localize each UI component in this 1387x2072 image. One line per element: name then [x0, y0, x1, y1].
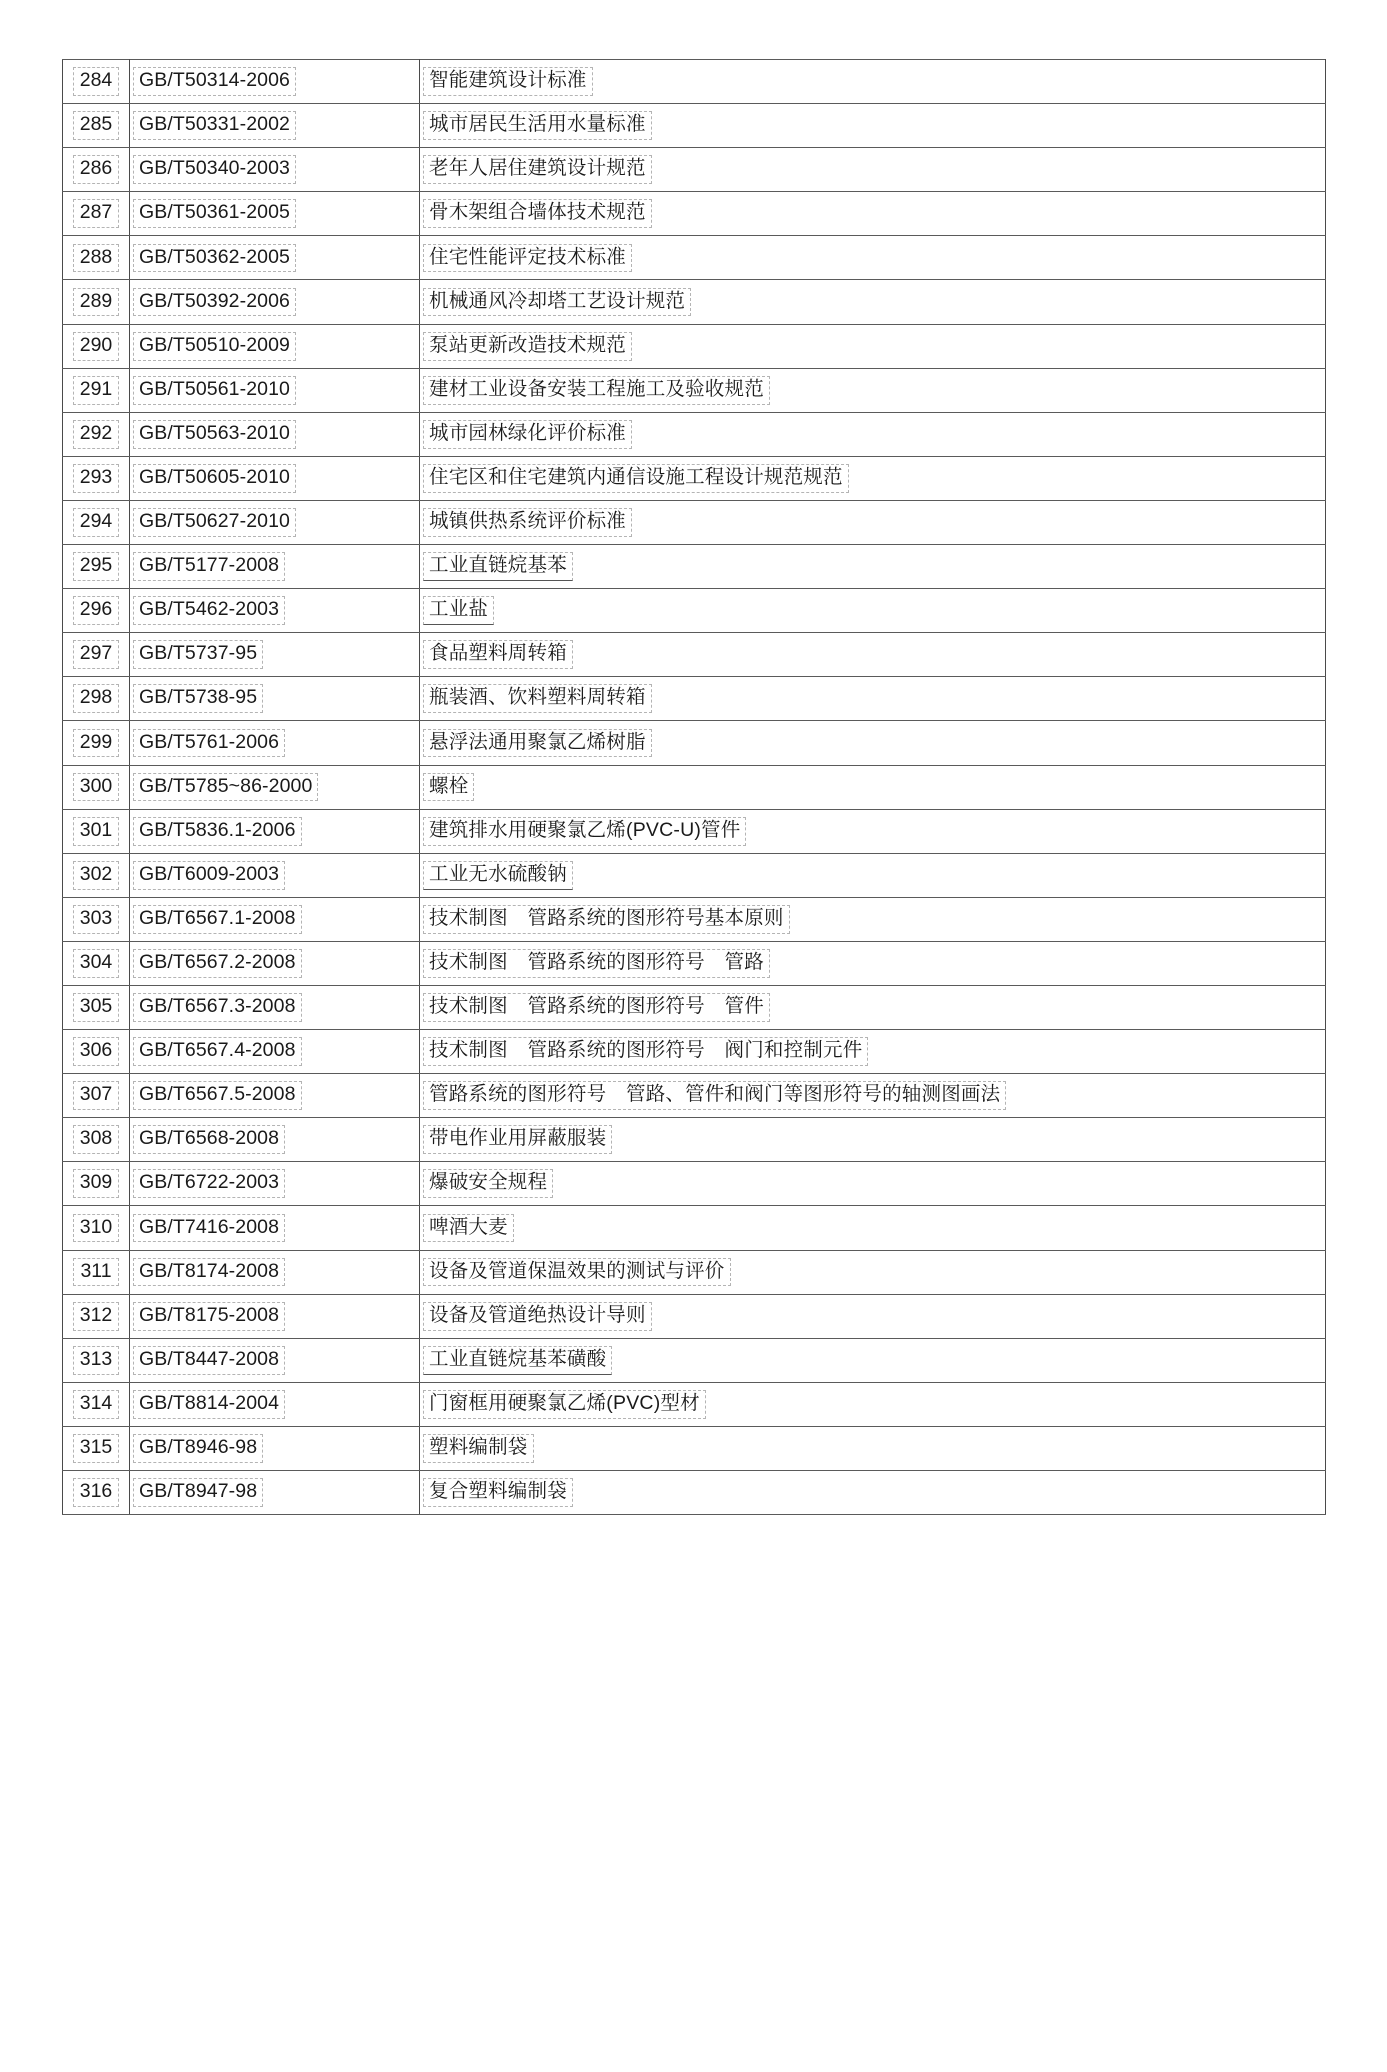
standard-code-cell — [130, 1426, 420, 1470]
standard-title-cell — [420, 1030, 1326, 1074]
row-index-text: 298 — [73, 684, 119, 713]
table-row — [63, 1118, 1326, 1162]
standard-code-cell — [130, 412, 420, 456]
row-index-text: 296 — [73, 596, 119, 625]
standard-title-text: 骨木架组合墙体技术规范 — [423, 199, 652, 228]
row-index-cell — [63, 368, 130, 412]
standard-code-text: GB/T5738-95 — [133, 684, 263, 713]
standard-code-cell — [130, 1382, 420, 1426]
standard-title-cell — [420, 1206, 1326, 1250]
standard-code-cell — [130, 1206, 420, 1250]
standard-title-cell — [420, 324, 1326, 368]
table-row — [63, 809, 1326, 853]
row-index-cell — [63, 1118, 130, 1162]
standard-title-cell — [420, 500, 1326, 544]
table-row — [63, 192, 1326, 236]
standard-code-cell — [130, 1294, 420, 1338]
standard-title-text: 技术制图 管路系统的图形符号基本原则 — [423, 905, 790, 934]
standard-title-text: 设备及管道绝热设计导则 — [423, 1302, 652, 1331]
table-row — [63, 589, 1326, 633]
standard-code-text: GB/T5462-2003 — [133, 596, 285, 625]
row-index-text: 302 — [73, 861, 119, 890]
standard-title-text: 智能建筑设计标准 — [423, 67, 593, 96]
standard-title-cell — [420, 280, 1326, 324]
standard-title-text: 工业盐 — [423, 596, 494, 625]
standards-table — [62, 59, 1326, 1515]
standard-code-cell — [130, 368, 420, 412]
row-index-text: 310 — [73, 1214, 119, 1243]
standard-title-text: 悬浮法通用聚氯乙烯树脂 — [423, 729, 652, 758]
standard-code-text: GB/T6567.3-2008 — [133, 993, 302, 1022]
standard-code-text: GB/T50392-2006 — [133, 288, 296, 317]
standard-title-text: 建筑排水用硬聚氯乙烯(PVC-U)管件 — [423, 817, 746, 846]
standard-code-cell — [130, 104, 420, 148]
standard-code-text: GB/T8174-2008 — [133, 1258, 285, 1287]
table-row — [63, 1294, 1326, 1338]
standard-code-text: GB/T50627-2010 — [133, 508, 296, 537]
row-index-text: 288 — [73, 244, 119, 273]
standard-code-cell — [130, 545, 420, 589]
standard-code-cell — [130, 1471, 420, 1515]
row-index-cell — [63, 853, 130, 897]
standard-title-text: 城市园林绿化评价标准 — [423, 420, 632, 449]
standard-title-cell — [420, 236, 1326, 280]
row-index-cell — [63, 721, 130, 765]
table-row — [63, 1250, 1326, 1294]
standard-title-text: 塑料编制袋 — [423, 1434, 534, 1463]
standard-code-text: GB/T6567.4-2008 — [133, 1037, 302, 1066]
standard-title-cell — [420, 104, 1326, 148]
standard-code-cell — [130, 1250, 420, 1294]
row-index-cell — [63, 809, 130, 853]
row-index-text: 305 — [73, 993, 119, 1022]
row-index-cell — [63, 985, 130, 1029]
standard-code-text: GB/T6567.2-2008 — [133, 949, 302, 978]
standard-code-cell — [130, 1338, 420, 1382]
standard-title-cell — [420, 985, 1326, 1029]
standard-title-text: 螺栓 — [423, 773, 474, 802]
standard-title-text: 技术制图 管路系统的图形符号 阀门和控制元件 — [423, 1037, 868, 1066]
row-index-cell — [63, 897, 130, 941]
table-row — [63, 324, 1326, 368]
row-index-text: 284 — [73, 67, 119, 96]
standard-title-cell — [420, 721, 1326, 765]
standard-code-text: GB/T50561-2010 — [133, 376, 296, 405]
table-row — [63, 721, 1326, 765]
row-index-text: 311 — [73, 1258, 119, 1287]
standard-title-text: 建材工业设备安装工程施工及验收规范 — [423, 376, 770, 405]
standard-code-cell — [130, 1030, 420, 1074]
table-row — [63, 236, 1326, 280]
row-index-cell — [63, 1250, 130, 1294]
standard-title-cell — [420, 192, 1326, 236]
standard-title-cell — [420, 633, 1326, 677]
row-index-text: 295 — [73, 552, 119, 581]
standard-code-cell — [130, 633, 420, 677]
row-index-cell — [63, 1162, 130, 1206]
standard-code-text: GB/T6567.1-2008 — [133, 905, 302, 934]
standard-code-text: GB/T6722-2003 — [133, 1169, 285, 1198]
table-row — [63, 1382, 1326, 1426]
table-row — [63, 985, 1326, 1029]
table-row — [63, 1074, 1326, 1118]
standard-code-text: GB/T6568-2008 — [133, 1125, 285, 1154]
standard-title-text: 设备及管道保温效果的测试与评价 — [423, 1258, 731, 1287]
standard-code-cell — [130, 941, 420, 985]
standard-title-cell — [420, 1338, 1326, 1382]
row-index-text: 292 — [73, 420, 119, 449]
row-index-cell — [63, 280, 130, 324]
row-index-cell — [63, 1206, 130, 1250]
row-index-cell — [63, 324, 130, 368]
standard-title-text: 工业直链烷基苯磺酸 — [423, 1346, 612, 1375]
row-index-text: 291 — [73, 376, 119, 405]
standard-code-text: GB/T7416-2008 — [133, 1214, 285, 1243]
standard-code-cell — [130, 148, 420, 192]
standard-title-cell — [420, 1471, 1326, 1515]
row-index-text: 287 — [73, 199, 119, 228]
standard-code-cell — [130, 1118, 420, 1162]
table-row — [63, 765, 1326, 809]
table-row — [63, 368, 1326, 412]
standard-code-text: GB/T5737-95 — [133, 640, 263, 669]
standard-code-text: GB/T5785~86-2000 — [133, 773, 318, 802]
standard-title-text: 住宅性能评定技术标准 — [423, 244, 632, 273]
row-index-text: 303 — [73, 905, 119, 934]
row-index-cell — [63, 1030, 130, 1074]
standard-code-text: GB/T8814-2004 — [133, 1390, 285, 1419]
table-row — [63, 60, 1326, 104]
row-index-text: 297 — [73, 640, 119, 669]
table-row — [63, 1162, 1326, 1206]
row-index-text: 289 — [73, 288, 119, 317]
table-row — [63, 677, 1326, 721]
row-index-text: 304 — [73, 949, 119, 978]
standard-title-cell — [420, 589, 1326, 633]
standards-table-body — [63, 60, 1326, 1515]
table-row — [63, 853, 1326, 897]
standard-title-cell — [420, 545, 1326, 589]
row-index-cell — [63, 104, 130, 148]
standard-code-cell — [130, 456, 420, 500]
table-row — [63, 545, 1326, 589]
standard-title-cell — [420, 1382, 1326, 1426]
table-row — [63, 1030, 1326, 1074]
table-row — [63, 941, 1326, 985]
standard-title-cell — [420, 677, 1326, 721]
standard-title-text: 管路系统的图形符号 管路、管件和阀门等图形符号的轴测图画法 — [423, 1081, 1006, 1110]
standard-code-text: GB/T50563-2010 — [133, 420, 296, 449]
standard-title-text: 住宅区和住宅建筑内通信设施工程设计规范规范 — [423, 464, 849, 493]
standard-code-text: GB/T50340-2003 — [133, 155, 296, 184]
row-index-text: 293 — [73, 464, 119, 493]
standard-code-text: GB/T5761-2006 — [133, 729, 285, 758]
standard-title-cell — [420, 1250, 1326, 1294]
standard-title-cell — [420, 853, 1326, 897]
row-index-text: 299 — [73, 729, 119, 758]
row-index-text: 306 — [73, 1037, 119, 1066]
standard-code-cell — [130, 985, 420, 1029]
table-row — [63, 897, 1326, 941]
standard-code-text: GB/T50331-2002 — [133, 111, 296, 140]
standard-title-cell — [420, 60, 1326, 104]
standard-title-text: 技术制图 管路系统的图形符号 管路 — [423, 949, 770, 978]
standard-code-cell — [130, 60, 420, 104]
standard-code-text: GB/T50362-2005 — [133, 244, 296, 273]
row-index-text: 313 — [73, 1346, 119, 1375]
standard-code-cell — [130, 1162, 420, 1206]
row-index-cell — [63, 1382, 130, 1426]
table-row — [63, 1206, 1326, 1250]
standard-title-cell — [420, 1426, 1326, 1470]
standard-code-text: GB/T50510-2009 — [133, 332, 296, 361]
standard-code-cell — [130, 809, 420, 853]
row-index-text: 290 — [73, 332, 119, 361]
standard-title-cell — [420, 897, 1326, 941]
standard-code-text: GB/T8947-98 — [133, 1478, 263, 1507]
row-index-text: 294 — [73, 508, 119, 537]
standard-code-cell — [130, 765, 420, 809]
standard-code-text: GB/T5836.1-2006 — [133, 817, 302, 846]
row-index-text: 300 — [73, 773, 119, 802]
standard-title-text: 爆破安全规程 — [423, 1169, 553, 1198]
row-index-text: 307 — [73, 1081, 119, 1110]
standard-code-text: GB/T8447-2008 — [133, 1346, 285, 1375]
row-index-cell — [63, 60, 130, 104]
standard-code-cell — [130, 500, 420, 544]
standard-code-cell — [130, 721, 420, 765]
standard-code-text: GB/T8946-98 — [133, 1434, 263, 1463]
row-index-text: 308 — [73, 1125, 119, 1154]
standard-title-text: 工业无水硫酸钠 — [423, 861, 573, 890]
standard-code-cell — [130, 897, 420, 941]
standard-title-text: 带电作业用屏蔽服装 — [423, 1125, 612, 1154]
row-index-cell — [63, 545, 130, 589]
row-index-text: 301 — [73, 817, 119, 846]
standard-title-text: 技术制图 管路系统的图形符号 管件 — [423, 993, 770, 1022]
standard-title-cell — [420, 1118, 1326, 1162]
standard-title-text: 门窗框用硬聚氯乙烯(PVC)型材 — [423, 1390, 706, 1419]
standard-title-text: 泵站更新改造技术规范 — [423, 332, 632, 361]
table-row — [63, 104, 1326, 148]
table-row — [63, 412, 1326, 456]
standard-title-text: 啤酒大麦 — [423, 1214, 514, 1243]
table-row — [63, 280, 1326, 324]
row-index-text: 315 — [73, 1434, 119, 1463]
standard-title-text: 食品塑料周转箱 — [423, 640, 573, 669]
standard-code-cell — [130, 236, 420, 280]
standard-title-text: 工业直链烷基苯 — [423, 552, 573, 581]
standard-title-cell — [420, 148, 1326, 192]
row-index-cell — [63, 236, 130, 280]
row-index-cell — [63, 1074, 130, 1118]
row-index-text: 316 — [73, 1478, 119, 1507]
standard-title-cell — [420, 1074, 1326, 1118]
standard-title-cell — [420, 765, 1326, 809]
standard-code-text: GB/T6009-2003 — [133, 861, 285, 890]
row-index-cell — [63, 500, 130, 544]
table-row — [63, 633, 1326, 677]
table-row — [63, 500, 1326, 544]
standard-title-cell — [420, 412, 1326, 456]
row-index-cell — [63, 456, 130, 500]
standard-title-text: 老年人居住建筑设计规范 — [423, 155, 652, 184]
row-index-cell — [63, 148, 130, 192]
row-index-cell — [63, 677, 130, 721]
standard-code-text: GB/T50361-2005 — [133, 199, 296, 228]
standard-code-cell — [130, 192, 420, 236]
standard-title-cell — [420, 1294, 1326, 1338]
row-index-cell — [63, 1338, 130, 1382]
standard-title-text: 城镇供热系统评价标准 — [423, 508, 632, 537]
standard-title-cell — [420, 809, 1326, 853]
row-index-text: 312 — [73, 1302, 119, 1331]
standard-code-cell — [130, 1074, 420, 1118]
standard-code-cell — [130, 324, 420, 368]
row-index-cell — [63, 765, 130, 809]
standard-title-cell — [420, 941, 1326, 985]
standard-title-text: 瓶装酒、饮料塑料周转箱 — [423, 684, 652, 713]
standard-title-cell — [420, 1162, 1326, 1206]
row-index-cell — [63, 1426, 130, 1470]
standard-title-cell — [420, 368, 1326, 412]
table-row — [63, 1426, 1326, 1470]
row-index-cell — [63, 192, 130, 236]
table-row — [63, 1338, 1326, 1382]
row-index-cell — [63, 633, 130, 677]
standard-title-text: 机械通风冷却塔工艺设计规范 — [423, 288, 691, 317]
standard-code-text: GB/T8175-2008 — [133, 1302, 285, 1331]
standard-code-cell — [130, 677, 420, 721]
standard-title-text: 复合塑料编制袋 — [423, 1478, 573, 1507]
standard-code-text: GB/T5177-2008 — [133, 552, 285, 581]
row-index-text: 286 — [73, 155, 119, 184]
row-index-text: 285 — [73, 111, 119, 140]
table-row — [63, 148, 1326, 192]
row-index-cell — [63, 941, 130, 985]
standard-title-cell — [420, 456, 1326, 500]
standard-code-text: GB/T50605-2010 — [133, 464, 296, 493]
standard-code-cell — [130, 589, 420, 633]
row-index-cell — [63, 1471, 130, 1515]
table-row — [63, 456, 1326, 500]
row-index-text: 314 — [73, 1390, 119, 1419]
standard-title-text: 城市居民生活用水量标准 — [423, 111, 652, 140]
row-index-text: 309 — [73, 1169, 119, 1198]
standard-code-text: GB/T6567.5-2008 — [133, 1081, 302, 1110]
row-index-cell — [63, 589, 130, 633]
standard-code-text: GB/T50314-2006 — [133, 67, 296, 96]
standard-code-cell — [130, 853, 420, 897]
row-index-cell — [63, 1294, 130, 1338]
row-index-cell — [63, 412, 130, 456]
standard-code-cell — [130, 280, 420, 324]
table-row — [63, 1471, 1326, 1515]
